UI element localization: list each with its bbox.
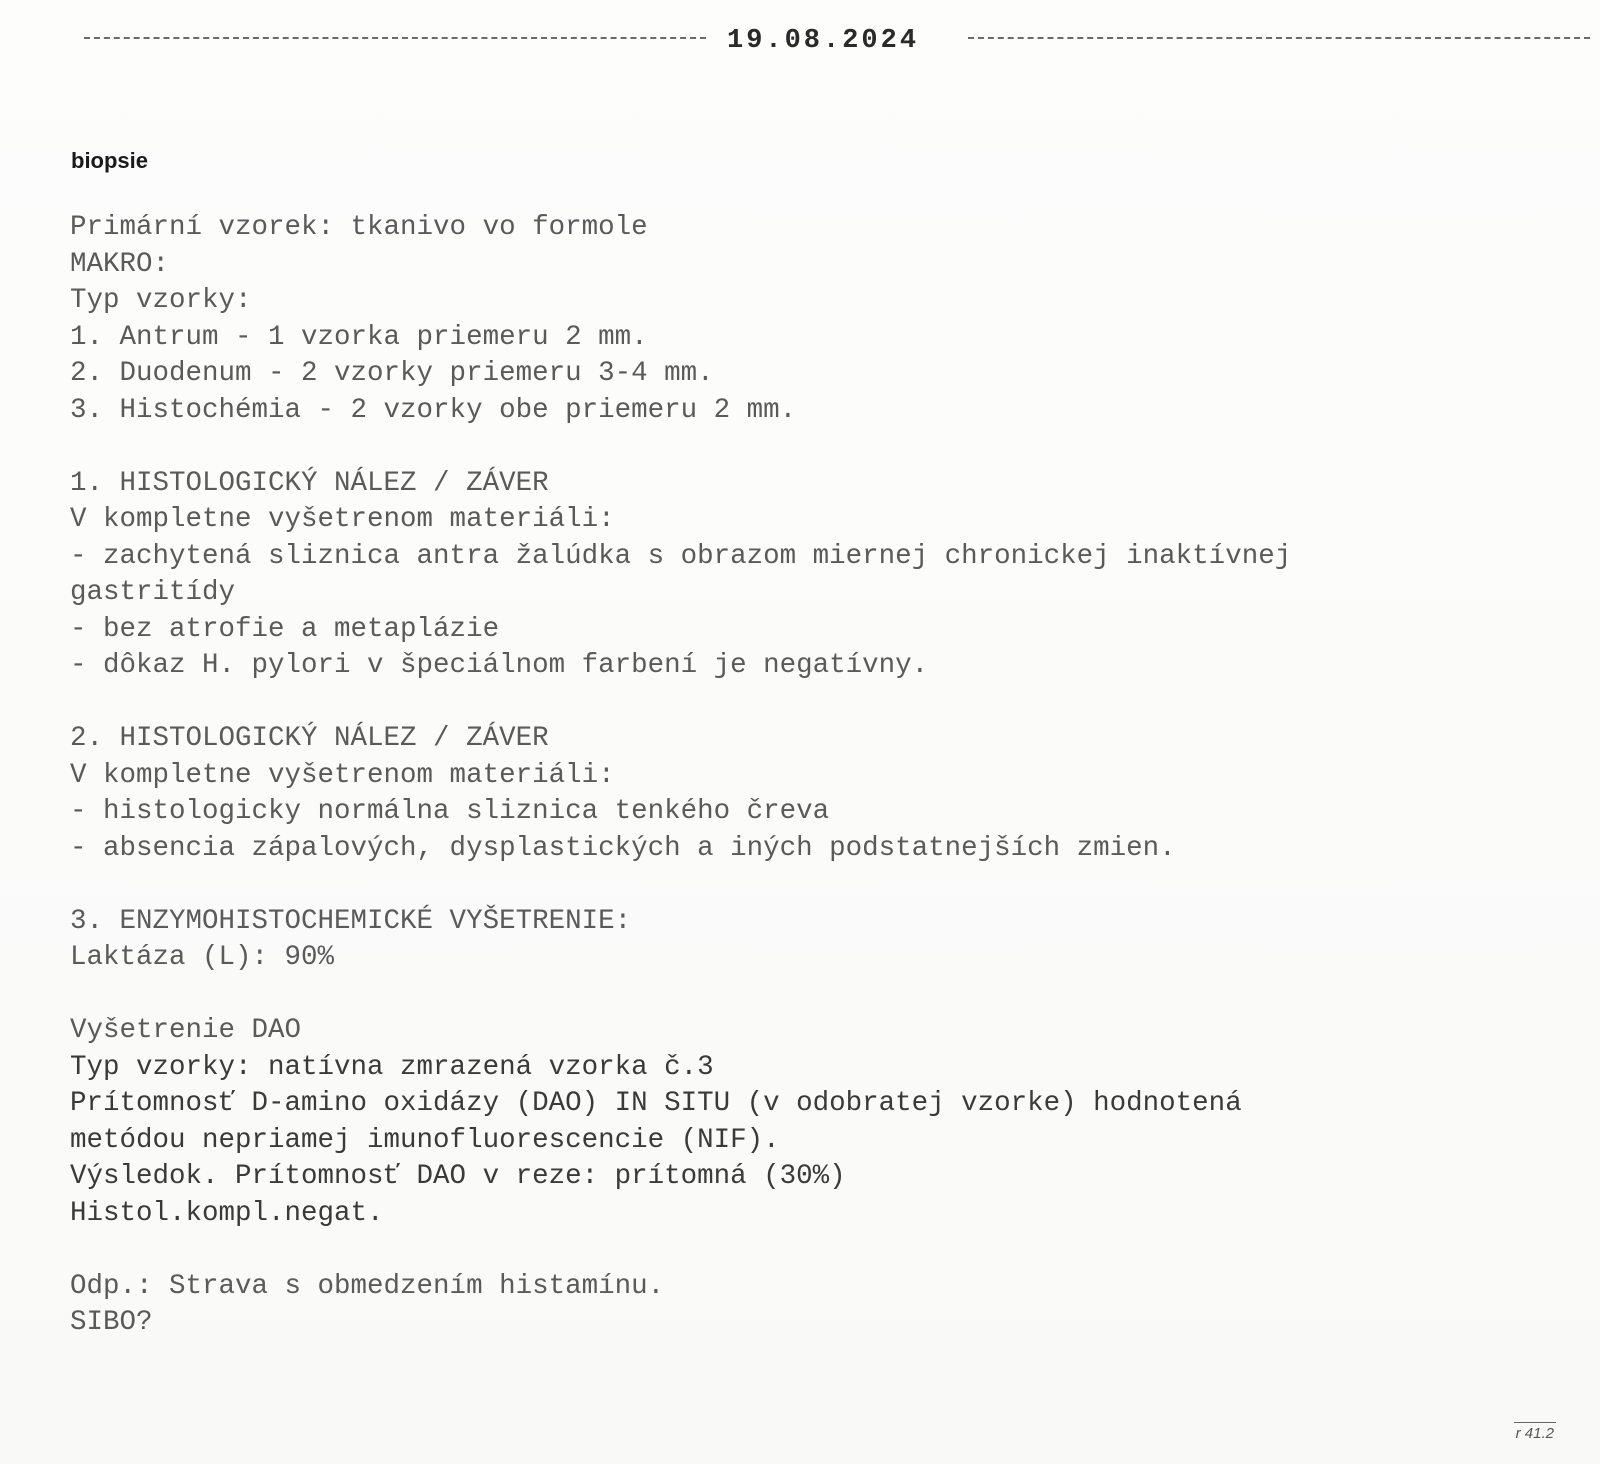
section-title: biopsie [71, 148, 149, 173]
report-line: Histol.kompl.negat. [70, 1197, 384, 1229]
form-code: r 41.2 [1514, 1422, 1556, 1442]
report-date: 19.08.2024 [727, 26, 920, 56]
report-line: - bez atrofie a metaplázie [70, 613, 500, 645]
report-line: 3. Histochémia - 2 vzorky obe priemeru 2 mm. [70, 394, 797, 426]
report-body [70, 210, 1570, 1342]
report-line: MAKRO: [70, 248, 170, 280]
report-line: 2. Duodenum - 2 vzorky priemeru 3-4 mm. [70, 358, 714, 389]
report-line: - dôkaz H. pylori v špeciálnom farbení je negatívny. [70, 650, 929, 681]
date-header [84, 26, 1590, 60]
report-line: Primární vzorek: tkanivo vo formole [70, 212, 648, 243]
dashed-rule-right [968, 37, 1590, 39]
report-line: SIBO? [70, 1307, 153, 1338]
report-line: 3. ENZYMOHISTOCHEMICKÉ VYŠETRENIE: [70, 905, 632, 937]
report-line: 1. Antrum - 1 vzorka priemeru 2 mm. [70, 321, 648, 353]
report-line: gastritídy [70, 577, 236, 608]
report-line: Laktáza (L): 90% [70, 942, 335, 973]
report-line: V kompletne vyšetrenom materiáli: [70, 504, 615, 535]
report-line: - zachytená sliznica antra žalúdka s obrazom miernej chronickej inaktívnej [70, 540, 1292, 572]
blank-line [70, 867, 1570, 904]
report-line: 2. HISTOLOGICKÝ NÁLEZ / ZÁVER [70, 723, 549, 754]
report-line: Typ vzorky: [70, 285, 252, 316]
report-line: - absencia zápalových, dysplastických a iných podstatnejších zmien. [70, 832, 1176, 864]
report-line: V kompletne vyšetrenom materiáli: [70, 759, 615, 791]
report-line: 1. HISTOLOGICKÝ NÁLEZ / ZÁVER [70, 467, 549, 499]
report-line: Typ vzorky: natívna zmrazená vzorka č.3 [70, 1051, 714, 1083]
blank-line [70, 429, 1570, 466]
report-line: Výsledok. Prítomnosť DAO v reze: prítomná (30%) [70, 1161, 846, 1192]
blank-line [70, 1232, 1570, 1269]
report-line: Vyšetrenie DAO [70, 1015, 302, 1046]
blank-line [70, 685, 1570, 722]
report-line: - histologicky normálna sliznica tenkého čreva [70, 796, 830, 827]
report-line: Prítomnosť D-amino oxidázy (DAO) IN SITU (v odobratej vzorke) hodnotená [70, 1088, 1242, 1119]
blank-line [70, 977, 1570, 1014]
report-line: metódou nepriamej imunofluorescencie (NIF). [70, 1124, 780, 1156]
dashed-rule-left [84, 37, 706, 39]
report-line: Odp.: Strava s obmedzením histamínu. [70, 1270, 665, 1302]
